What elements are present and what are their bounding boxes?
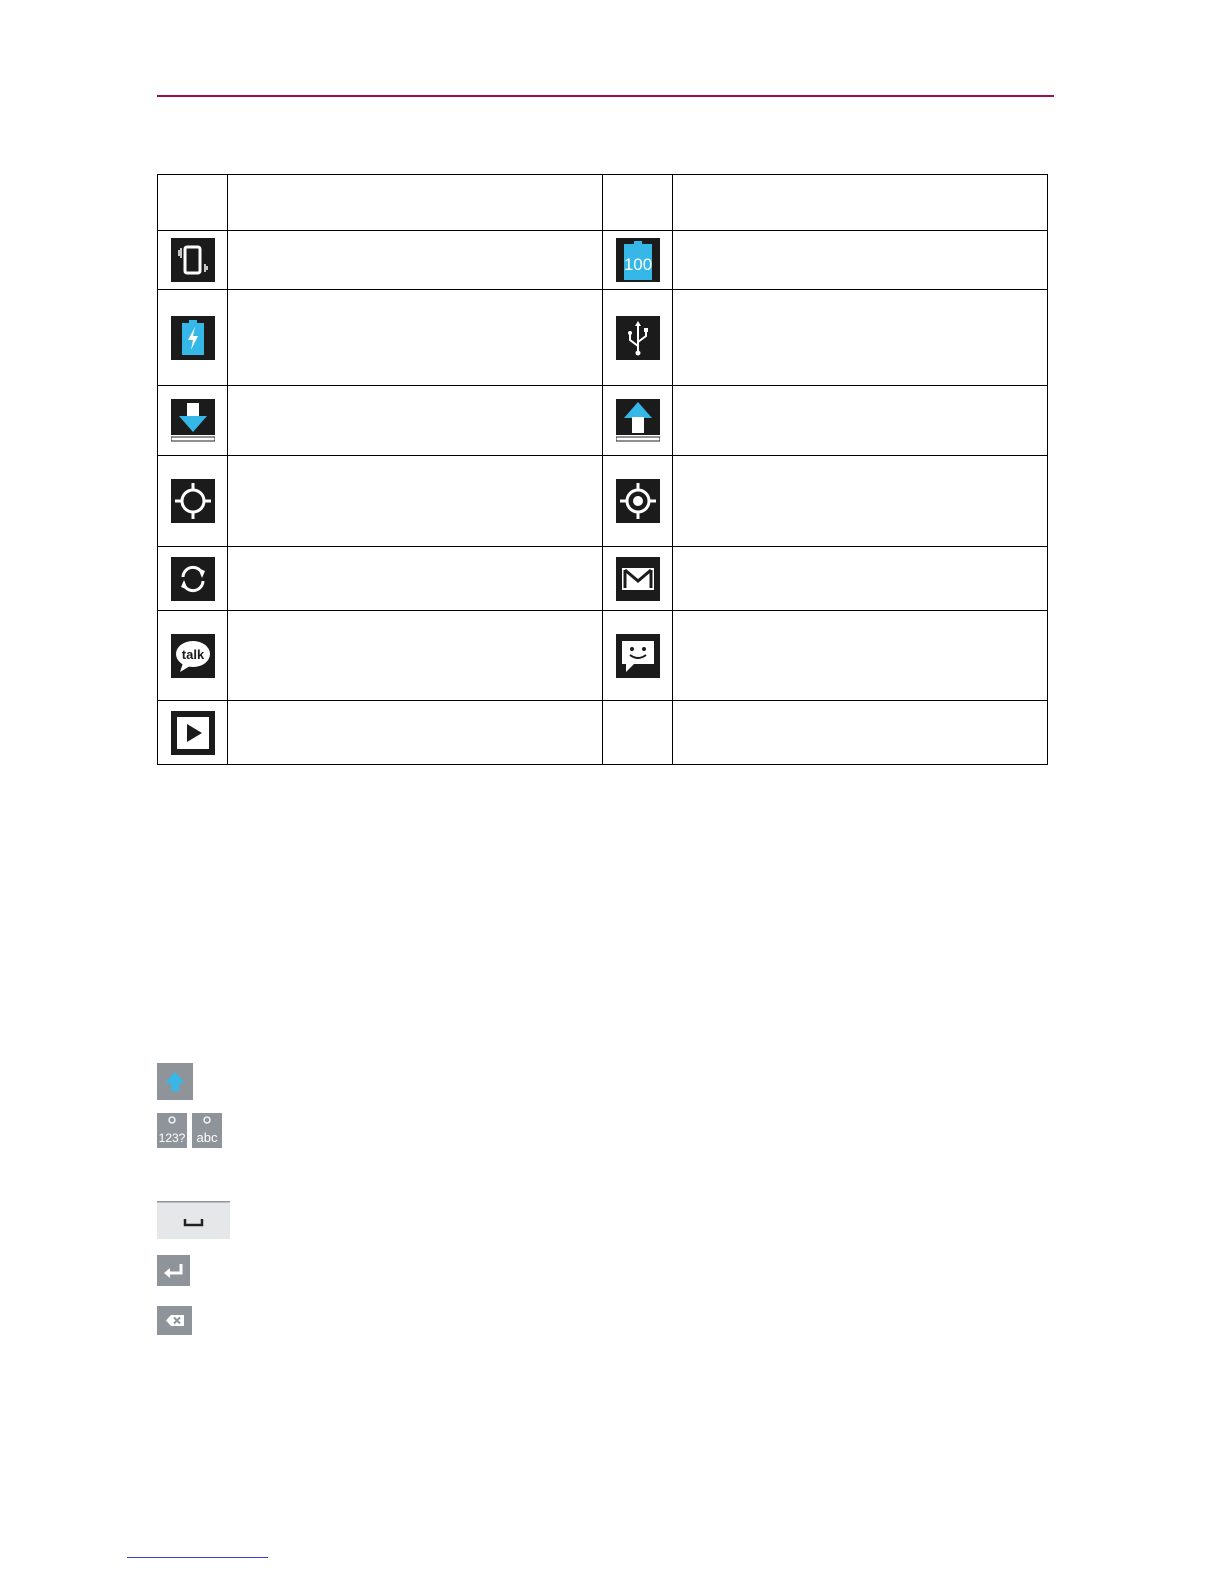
battery-full-icon [616, 238, 660, 282]
header-cell [603, 175, 673, 231]
row-description [673, 547, 1048, 611]
header-cell [673, 175, 1048, 231]
play-icon [171, 711, 215, 755]
status-icon-table [157, 174, 1048, 765]
gmail-icon [616, 557, 660, 601]
row-description [228, 290, 603, 386]
row-description [673, 290, 1048, 386]
message-icon [616, 634, 660, 678]
row-description [673, 231, 1048, 290]
table-row [158, 701, 1048, 765]
table-row [158, 611, 1048, 701]
shift-key-icon [157, 1063, 193, 1100]
row-description [673, 456, 1048, 547]
row-description [673, 611, 1048, 701]
table-row [158, 290, 1048, 386]
row-description [673, 386, 1048, 456]
abc-key-label: abc [196, 1130, 218, 1145]
enter-key-icon [157, 1255, 190, 1286]
empty-icon-cell [603, 701, 673, 765]
num-symbol-key [157, 1113, 187, 1148]
usb-connected-icon [616, 316, 660, 360]
gps-searching-icon [171, 479, 215, 523]
row-description [673, 701, 1048, 765]
row-description [228, 547, 603, 611]
header-cell [228, 175, 603, 231]
row-description [228, 386, 603, 456]
footer-link-underline [127, 1557, 268, 1558]
talk-icon [171, 634, 215, 678]
table-row [158, 386, 1048, 456]
table-row [158, 456, 1048, 547]
row-description [228, 701, 603, 765]
gps-active-icon [616, 479, 660, 523]
table-row [158, 231, 1048, 290]
delete-key-icon [157, 1306, 192, 1335]
download-icon [171, 399, 215, 443]
num-key-label: 123? [158, 1131, 186, 1145]
battery-level-text: 100 [623, 255, 652, 274]
sync-icon [171, 557, 215, 601]
header-cell [158, 175, 228, 231]
row-description [228, 611, 603, 701]
upload-icon [616, 399, 660, 443]
talk-text: talk [181, 646, 204, 662]
header-rule [157, 95, 1054, 97]
abc-key [192, 1113, 222, 1148]
vibrate-mode-icon [171, 238, 215, 282]
space-key-icon [157, 1201, 230, 1239]
row-description [228, 456, 603, 547]
battery-charging-icon [171, 316, 215, 360]
table-header-row [158, 175, 1048, 231]
table-row [158, 547, 1048, 611]
row-description [228, 231, 603, 290]
